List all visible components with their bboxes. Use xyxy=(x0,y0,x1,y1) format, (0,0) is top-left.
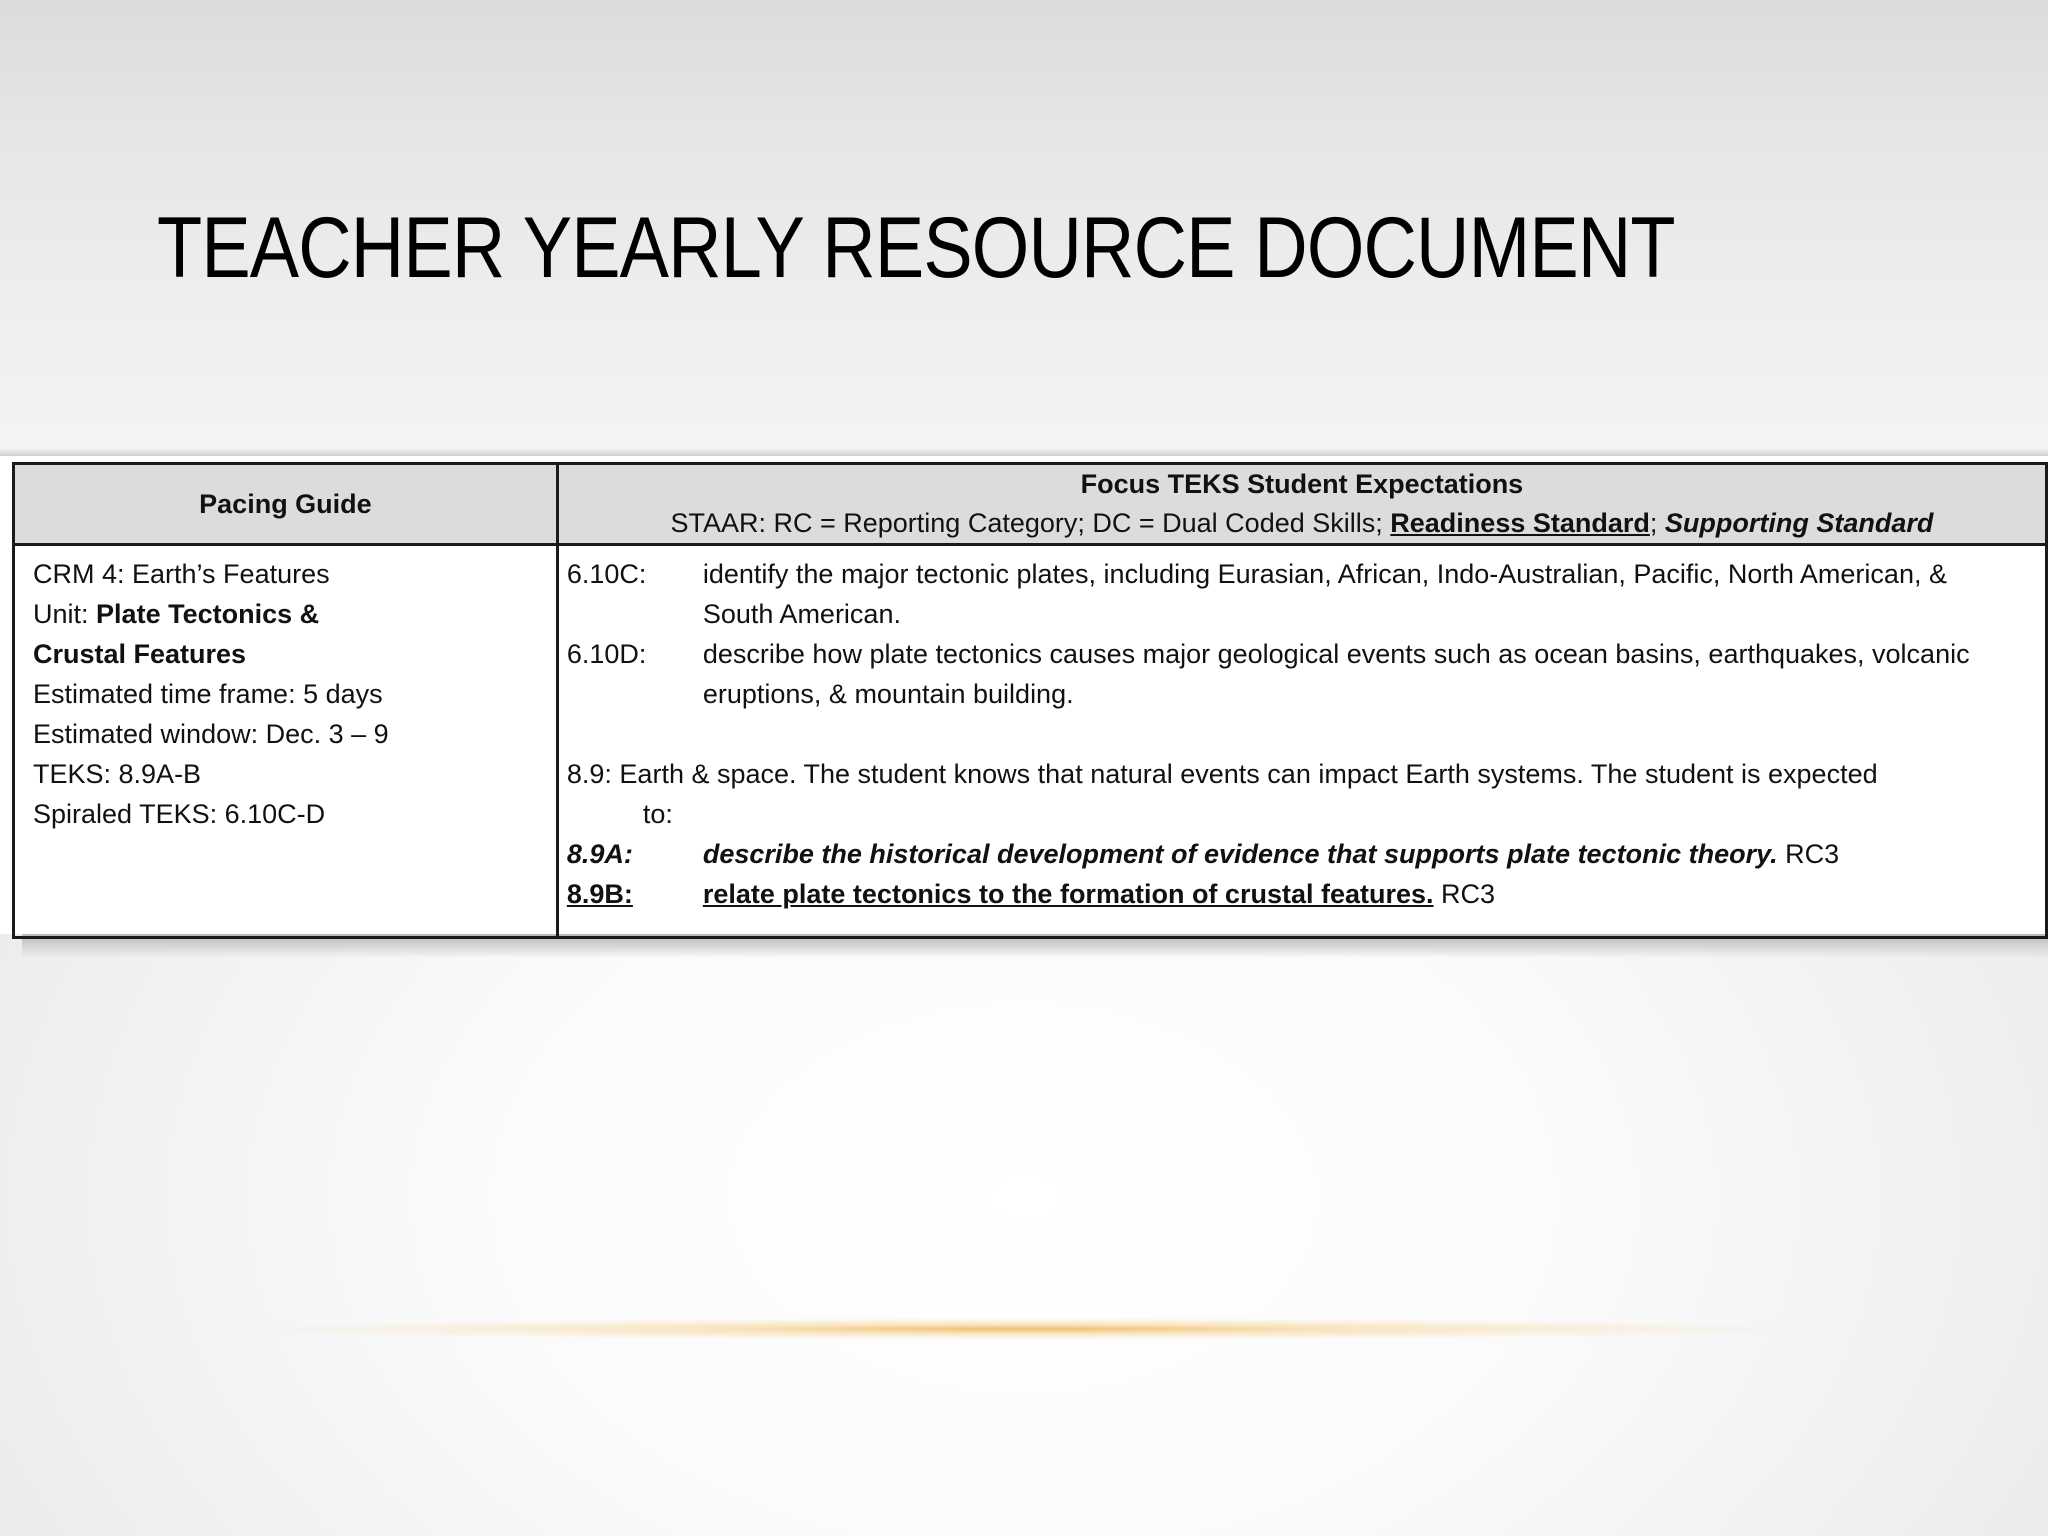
resource-table-image xyxy=(0,456,2048,934)
standard-b-text: relate plate tectonics to the formation of crustal features. xyxy=(702,879,1434,909)
standard-a-desc xyxy=(703,834,2045,874)
staar-legend-prefix: STAAR: RC = Reporting Category; DC = Dual Coded Skills; xyxy=(670,508,1383,538)
standard-a-code: 8.9A: xyxy=(566,839,633,869)
expectations-cell xyxy=(557,545,2046,938)
pacing-guide-cell xyxy=(14,545,558,938)
resource-table xyxy=(12,462,2048,939)
standard-b-rc: RC3 xyxy=(1441,879,1496,909)
table-body-row xyxy=(14,545,2047,938)
strand-code: 8.9: xyxy=(566,759,612,789)
teks-line: TEKS: 8.9A-B xyxy=(33,759,202,789)
crm-line: CRM 4: Earth’s Features xyxy=(33,559,330,589)
expectation-item xyxy=(567,554,2045,634)
table-header-row xyxy=(14,464,2047,545)
unit-prefix: Unit: xyxy=(33,599,89,629)
strand-item xyxy=(567,754,2045,834)
standard-a-item xyxy=(567,834,2045,874)
expectation-code: 6.10C: xyxy=(566,559,647,589)
pacing-guide-header: Pacing Guide xyxy=(14,464,558,545)
spiraled-teks-line: Spiraled TEKS: 6.10C-D xyxy=(33,799,326,829)
decorative-gold-glow xyxy=(250,1318,1800,1340)
unit-name-line2: Crustal Features xyxy=(33,639,247,669)
expectation-item xyxy=(567,634,2045,714)
expectation-text: describe how plate tectonics causes major geological events such as ocean basins, earthquakes, volcanic eruptions, & mountain building. xyxy=(702,639,1970,709)
standard-a-rc: RC3 xyxy=(1785,839,1840,869)
strand-line1 xyxy=(567,754,2045,794)
strand-line2: to: xyxy=(642,799,673,829)
focus-teks-title: Focus TEKS Student Expectations xyxy=(1080,469,1524,499)
legend-separator: ; xyxy=(1649,508,1658,538)
standard-b-code: 8.9B: xyxy=(566,879,633,909)
expectation-code: 6.10D: xyxy=(566,639,647,669)
unit-name-line1: Plate Tectonics & xyxy=(96,599,320,629)
time-frame-line: Estimated time frame: 5 days xyxy=(33,679,383,709)
standard-a-text: describe the historical development of evidence that supports plate tectonic theory. xyxy=(702,839,1778,869)
unit-line xyxy=(33,594,556,634)
window-line: Estimated window: Dec. 3 – 9 xyxy=(33,719,389,749)
spacer xyxy=(567,714,2045,754)
expectation-text: identify the major tectonic plates, including Eurasian, African, Indo-Australian, Pacific, North American, & South American. xyxy=(702,559,1947,629)
supporting-standard-label: Supporting Standard xyxy=(1664,508,1934,538)
focus-teks-header xyxy=(557,464,2046,545)
standard-b-desc xyxy=(703,874,2045,914)
slide-title: TEACHER YEARLY RESOURCE DOCUMENT xyxy=(157,200,1675,296)
standard-b-item xyxy=(567,874,2045,914)
staar-legend xyxy=(559,504,2045,543)
strand-text: Earth & space. The student knows that natural events can impact Earth systems. The student is expected xyxy=(619,759,1878,789)
readiness-standard-label: Readiness Standard xyxy=(1390,508,1650,538)
